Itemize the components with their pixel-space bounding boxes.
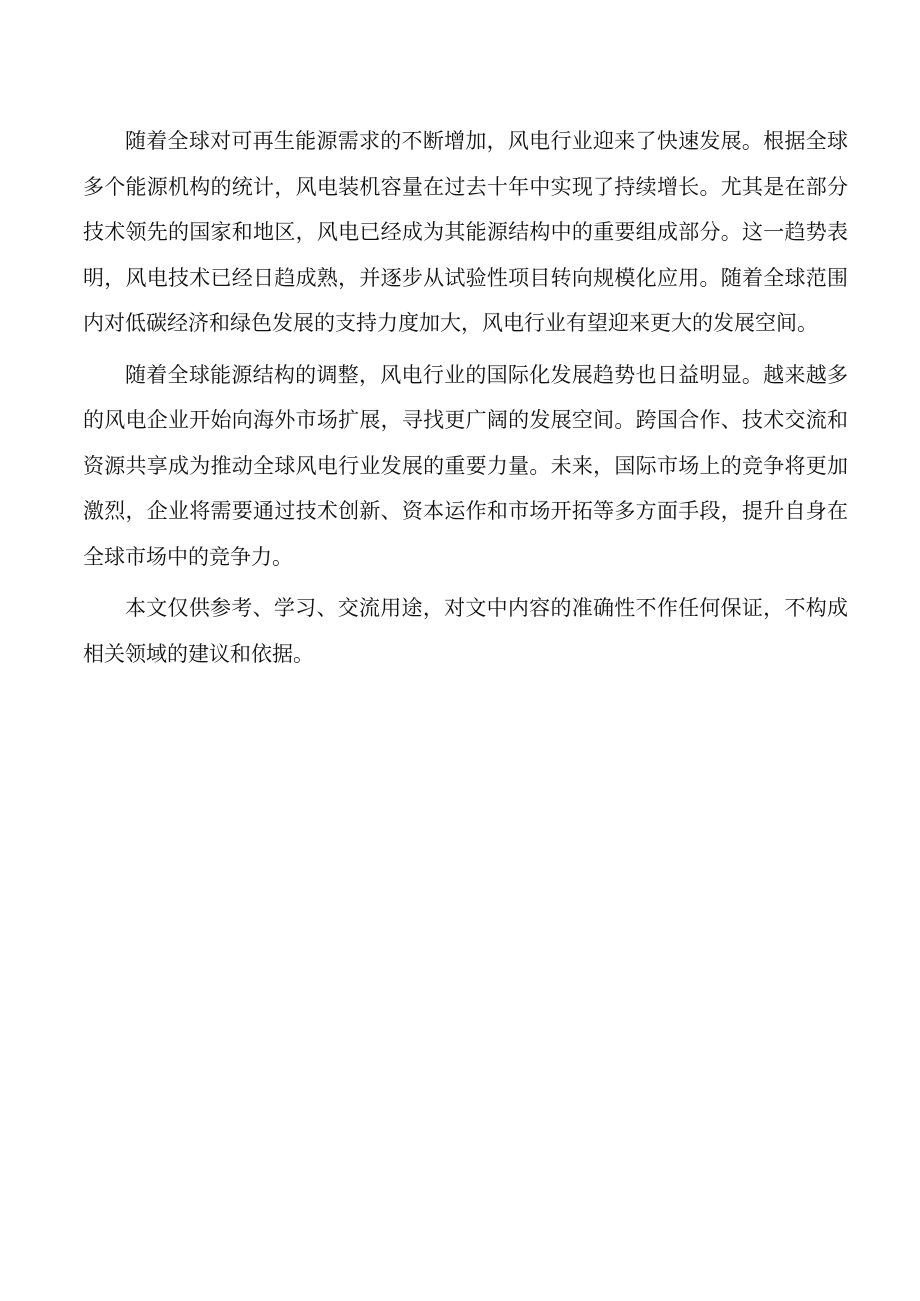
paragraph-wind-power-growth: 随着全球对可再生能源需求的不断增加，风电行业迎来了快速发展。根据全球多个能源机构的统计，风电装机容量在过去十年中实现了持续增长。尤其是在部分技术领先的国家和地区，风电已经成为其能源结构中的重要组成部分。这一趋势表明，风电技术已经日趋成熟，并逐步从试验性项目转向规模化应用。随着全球范围内对低碳经济和绿色发展的支持力度加大，风电行业有望迎来更大的发展空间。 [83,129,848,335]
paragraph-internationalization: 随着全球能源结构的调整，风电行业的国际化发展趋势也日益明显。越来越多的风电企业开始向海外市场扩展，寻找更广阔的发展空间。跨国合作、技术交流和资源共享成为推动全球风电行业发展的重要力量。未来，国际市场上的竞争将更加激烈，企业将需要通过技术创新、资本运作和市场开拓等多方面手段，提升自身在全球市场中的竞争力。 [83,362,848,569]
document-body [83,119,848,677]
paragraph-disclaimer: 本文仅供参考、学习、交流用途，对文中内容的准确性不作任何保证，不构成相关领域的建议和依据。 [83,596,848,666]
